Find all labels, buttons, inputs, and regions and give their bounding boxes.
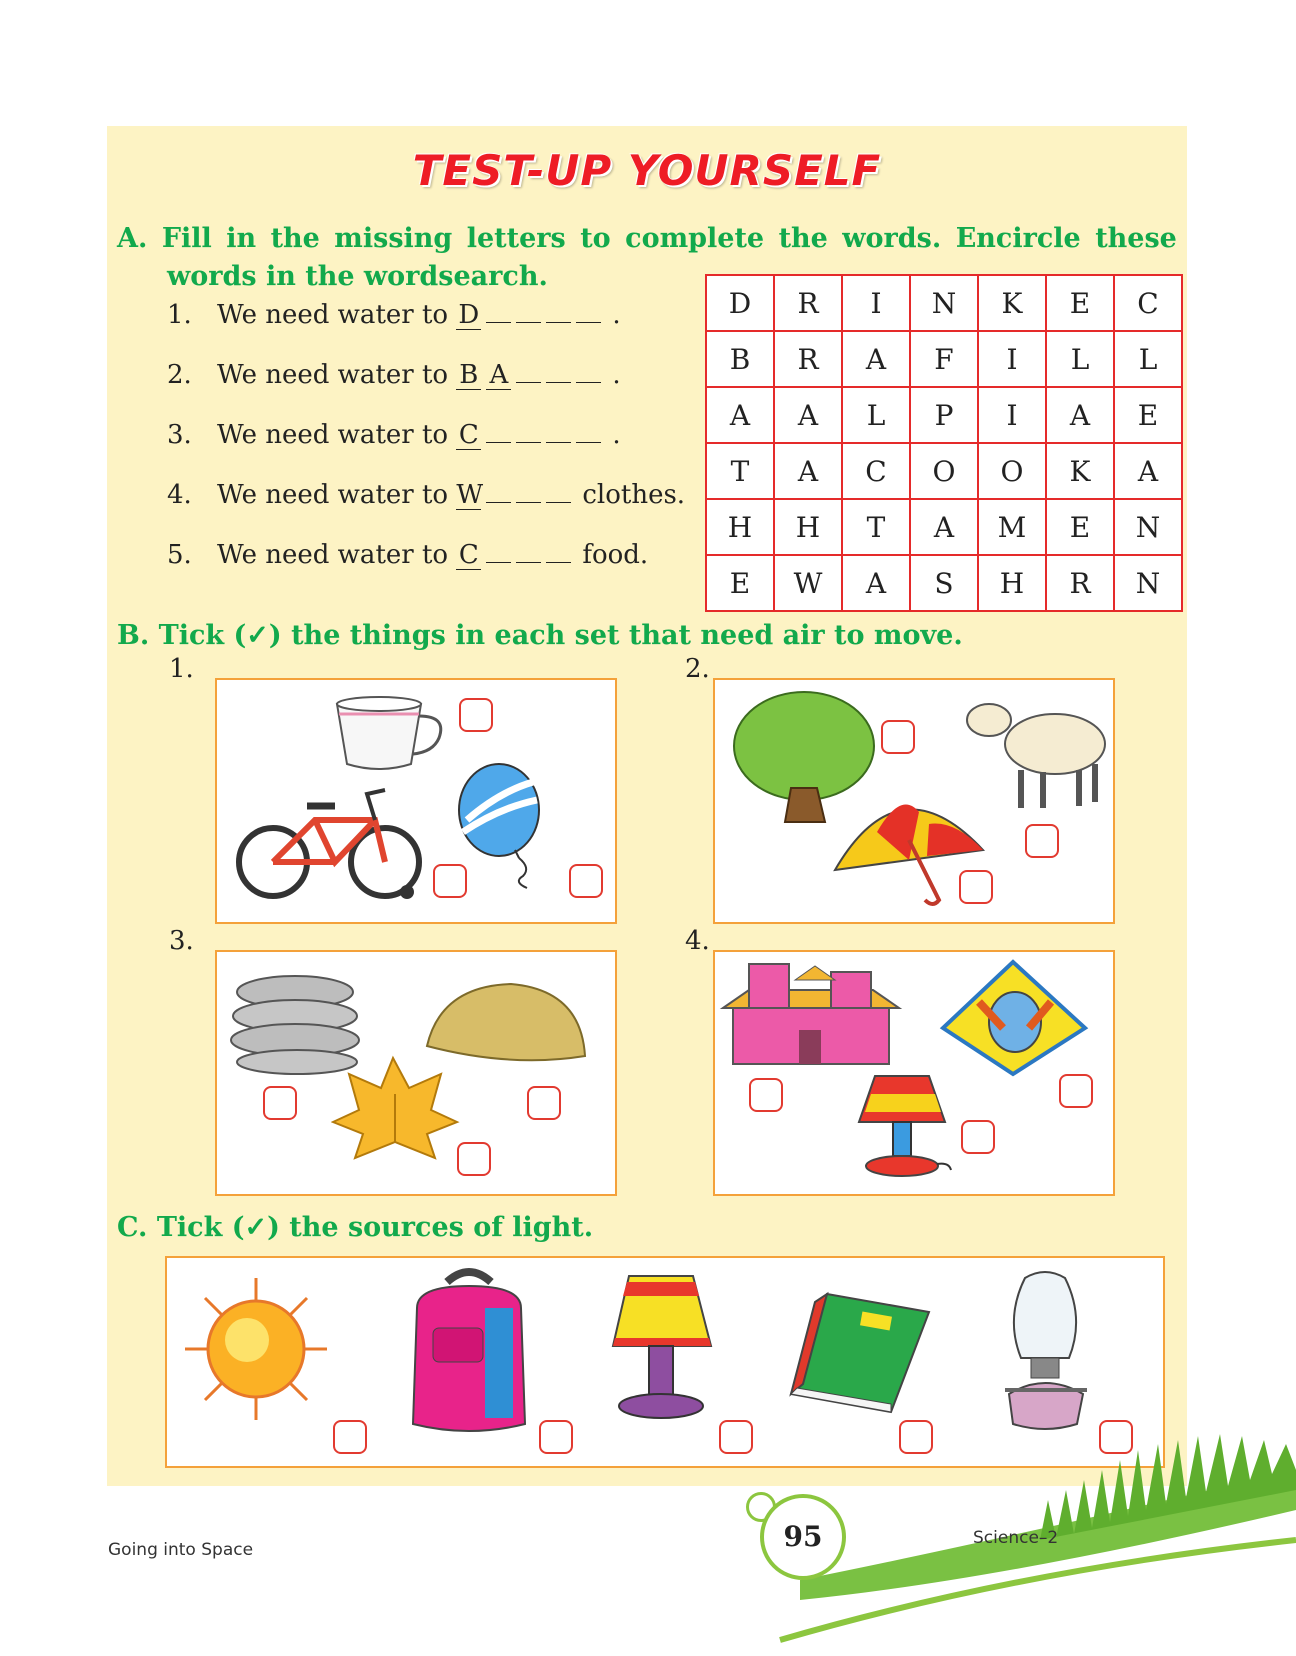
- wordsearch-cell[interactable]: O: [910, 443, 978, 499]
- set-3-number: 3.: [169, 926, 194, 956]
- set-1-box: [215, 678, 617, 924]
- page-number: 95: [760, 1494, 846, 1580]
- wordsearch-cell[interactable]: T: [842, 499, 910, 555]
- book-image: [787, 1288, 937, 1418]
- school-bag-checkbox[interactable]: [539, 1420, 573, 1454]
- lantern-image: [995, 1268, 1095, 1436]
- heading-word: missing: [334, 223, 453, 254]
- wordsearch-row: [706, 275, 1182, 331]
- wordsearch-cell[interactable]: A: [842, 555, 910, 611]
- wordsearch-row: [706, 331, 1182, 387]
- letter-blank[interactable]: [576, 322, 601, 323]
- heading-word: A.: [117, 223, 148, 254]
- wordsearch-cell[interactable]: L: [1114, 331, 1182, 387]
- set-3-leaf-checkbox[interactable]: [457, 1142, 491, 1176]
- set-4-number: 4.: [685, 926, 710, 956]
- wordsearch-cell[interactable]: E: [1046, 499, 1114, 555]
- letter-blank[interactable]: [546, 442, 571, 443]
- set-3-box: [215, 950, 617, 1196]
- wordsearch-cell[interactable]: A: [842, 331, 910, 387]
- wordsearch-row: [706, 499, 1182, 555]
- set-4-house-checkbox[interactable]: [749, 1078, 783, 1112]
- worksheet-panel: [107, 126, 1187, 1486]
- wordsearch-cell[interactable]: A: [774, 443, 842, 499]
- letter-blank[interactable]: [516, 442, 541, 443]
- heading-word: complete: [625, 223, 765, 254]
- wordsearch-cell[interactable]: H: [774, 499, 842, 555]
- set-1-cup-checkbox[interactable]: [459, 698, 493, 732]
- item-number: 2.: [167, 360, 192, 390]
- wordsearch-cell[interactable]: B: [706, 331, 774, 387]
- wordsearch-cell[interactable]: A: [1046, 387, 1114, 443]
- wordsearch-cell[interactable]: C: [1114, 275, 1182, 331]
- letter-blank[interactable]: C: [456, 421, 481, 450]
- item-tail: .: [612, 420, 621, 450]
- letter-blank[interactable]: [486, 502, 511, 503]
- heading-word: letters: [466, 223, 566, 254]
- letter-blank[interactable]: [546, 502, 571, 503]
- set-4-lamp-checkbox[interactable]: [961, 1120, 995, 1154]
- wordsearch-cell[interactable]: A: [910, 499, 978, 555]
- section-a-heading-line2: words in the wordsearch.: [167, 261, 548, 292]
- wordsearch-cell[interactable]: N: [910, 275, 978, 331]
- item-prompt: We need water to: [217, 420, 449, 450]
- wordsearch-cell[interactable]: K: [1046, 443, 1114, 499]
- wordsearch-cell[interactable]: I: [978, 387, 1046, 443]
- footer-chapter-title: Going into Space: [108, 1540, 254, 1560]
- wordsearch-cell[interactable]: R: [774, 331, 842, 387]
- cup-image: [329, 694, 449, 774]
- wordsearch-cell[interactable]: A: [774, 387, 842, 443]
- wordsearch-cell[interactable]: E: [1046, 275, 1114, 331]
- wordsearch-cell[interactable]: A: [706, 387, 774, 443]
- letter-blank[interactable]: [546, 562, 571, 563]
- heading-word: in: [226, 223, 257, 254]
- item-tail: food.: [582, 540, 649, 570]
- item-prompt: We need water to: [217, 360, 449, 390]
- wordsearch-cell[interactable]: R: [774, 275, 842, 331]
- letter-blank[interactable]: [486, 322, 511, 323]
- wordsearch-cell[interactable]: O: [978, 443, 1046, 499]
- set-2-box: [713, 678, 1115, 924]
- wordsearch-row: [706, 443, 1182, 499]
- set-3-sand-checkbox[interactable]: [527, 1086, 561, 1120]
- letter-blank[interactable]: [576, 442, 601, 443]
- heading-word: the: [270, 223, 320, 254]
- sun-checkbox[interactable]: [333, 1420, 367, 1454]
- item-number: 1.: [167, 300, 192, 330]
- set-1-bicycle-checkbox[interactable]: [433, 864, 467, 898]
- letter-blank[interactable]: [486, 562, 511, 563]
- wordsearch-cell[interactable]: H: [706, 499, 774, 555]
- heading-word: Encircle: [955, 223, 1081, 254]
- wordsearch-row: [706, 555, 1182, 611]
- fill-in-item: [167, 420, 621, 450]
- item-tail: .: [612, 360, 621, 390]
- heading-word: these: [1095, 223, 1177, 254]
- wordsearch-cell[interactable]: S: [910, 555, 978, 611]
- letter-blank[interactable]: C: [456, 541, 481, 570]
- set-1-number: 1.: [169, 654, 194, 684]
- wordsearch-cell[interactable]: R: [1046, 555, 1114, 611]
- wordsearch-cell[interactable]: L: [1046, 331, 1114, 387]
- wordsearch-row: [706, 387, 1182, 443]
- kite-image: [939, 958, 1089, 1082]
- wordsearch-cell[interactable]: F: [910, 331, 978, 387]
- item-prompt: We need water to: [217, 300, 449, 330]
- letter-blank[interactable]: W: [456, 480, 484, 510]
- item-number: 3.: [167, 420, 192, 450]
- wordsearch-cell[interactable]: E: [1114, 387, 1182, 443]
- fill-in-item: [167, 300, 621, 330]
- letter-blank[interactable]: [516, 382, 541, 383]
- letter-blank[interactable]: [516, 322, 541, 323]
- wordsearch-cell[interactable]: W: [774, 555, 842, 611]
- letter-blank[interactable]: [516, 502, 541, 503]
- wordsearch-cell[interactable]: C: [842, 443, 910, 499]
- item-tail: clothes.: [582, 480, 686, 510]
- heading-word: to: [580, 223, 611, 254]
- item-number: 4.: [167, 480, 192, 510]
- heading-word: the: [778, 223, 828, 254]
- heading-word: words.: [842, 223, 942, 254]
- set-2-umbrella-checkbox[interactable]: [959, 870, 993, 904]
- letter-blank[interactable]: [546, 322, 571, 323]
- set-2-number: 2.: [685, 654, 710, 684]
- letter-blank[interactable]: A: [486, 361, 511, 390]
- set-2-tree-checkbox[interactable]: [881, 720, 915, 754]
- wordsearch-cell[interactable]: N: [1114, 499, 1182, 555]
- wordsearch-cell[interactable]: H: [978, 555, 1046, 611]
- set-3-sacks-checkbox[interactable]: [263, 1086, 297, 1120]
- section-b-heading: B. Tick (✓) the things in each set that need air to move.: [117, 620, 963, 651]
- footer-book-title: Science–2: [973, 1528, 1059, 1548]
- letter-blank[interactable]: B: [456, 361, 481, 390]
- item-number: 5.: [167, 540, 192, 570]
- wordsearch-grid: [705, 274, 1183, 612]
- sand-heap-image: [421, 976, 591, 1066]
- house-image: [719, 960, 903, 1070]
- wordsearch-cell[interactable]: A: [1114, 443, 1182, 499]
- letter-blank[interactable]: D: [456, 301, 481, 330]
- section-a-heading-line1: [117, 220, 1177, 258]
- leaf-image: [331, 1054, 461, 1164]
- set-1-balloon-checkbox[interactable]: [569, 864, 603, 898]
- letter-blank[interactable]: [546, 382, 571, 383]
- school-bag-image: [403, 1268, 533, 1436]
- wordsearch-cell[interactable]: P: [910, 387, 978, 443]
- section-c-heading: C. Tick (✓) the sources of light.: [117, 1212, 594, 1243]
- wordsearch-cell[interactable]: E: [706, 555, 774, 611]
- set-4-box: [713, 950, 1115, 1196]
- wordsearch-cell[interactable]: K: [978, 275, 1046, 331]
- lamp-image: [853, 1072, 953, 1182]
- page-title: TEST-UP YOURSELF: [412, 146, 882, 195]
- sun-image: [181, 1274, 331, 1424]
- item-prompt: We need water to: [217, 540, 449, 570]
- heading-word: Fill: [161, 223, 212, 254]
- set-2-sheep-checkbox[interactable]: [1025, 824, 1059, 858]
- wordsearch-cell[interactable]: D: [706, 275, 774, 331]
- fill-in-item: [167, 540, 648, 570]
- wordsearch-cell[interactable]: T: [706, 443, 774, 499]
- balloon-image: [453, 762, 553, 892]
- wordsearch-cell[interactable]: N: [1114, 555, 1182, 611]
- wordsearch-cell[interactable]: I: [978, 331, 1046, 387]
- letter-blank[interactable]: [516, 562, 541, 563]
- letter-blank[interactable]: [576, 382, 601, 383]
- fill-in-item: [167, 480, 685, 510]
- wordsearch-cell[interactable]: L: [842, 387, 910, 443]
- table-lamp-image: [607, 1272, 717, 1422]
- item-tail: .: [612, 300, 621, 330]
- item-prompt: We need water to: [217, 480, 449, 510]
- wordsearch-cell[interactable]: M: [978, 499, 1046, 555]
- set-4-kite-checkbox[interactable]: [1059, 1074, 1093, 1108]
- bicycle-image: [235, 780, 425, 910]
- wordsearch-cell[interactable]: I: [842, 275, 910, 331]
- letter-blank[interactable]: [486, 442, 511, 443]
- fill-in-item: [167, 360, 621, 390]
